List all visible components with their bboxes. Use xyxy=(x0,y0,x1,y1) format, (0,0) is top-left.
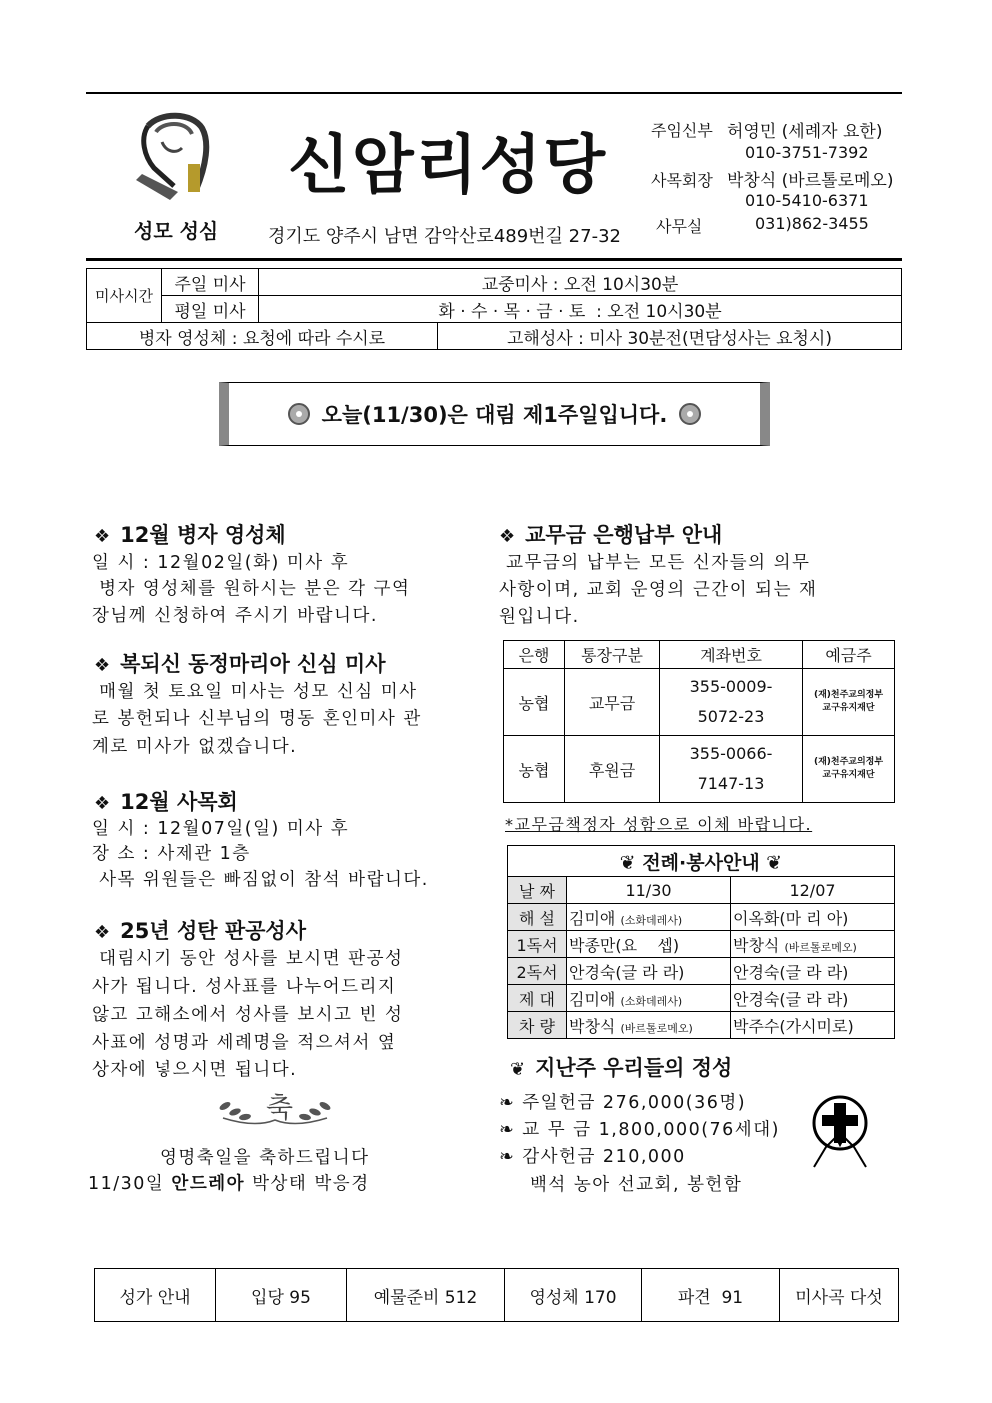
confession-line-1: 대림시기 동안 성사를 보시면 판공성 xyxy=(92,949,404,969)
council-line-1: 일 시 : 12월07일(일) 미사 후 xyxy=(92,819,350,839)
service-person: 안경숙(글 라 라) xyxy=(567,958,731,985)
parish-address: 경기도 양주시 남면 감악산로489번길 27-32 xyxy=(268,226,621,247)
feast-greeting: 영명축일을 축하드립니다 xyxy=(160,1148,370,1168)
account-owner: (재)천주교의정부 교구유지재단 xyxy=(803,736,895,803)
service-person: 박주수(가시미로) xyxy=(731,1012,895,1039)
confession-line-5: 상자에 넣으시면 됩니다. xyxy=(92,1060,298,1080)
service-person: 김미애 (소화데레사) xyxy=(567,904,731,931)
marian-mass-line-2: 로 봉헌되나 신부님의 명동 혼인미사 관 xyxy=(92,709,422,729)
feast-date: 11/30일 xyxy=(88,1174,165,1194)
confession-line-3: 않고 고해소에서 성사를 보시고 빈 성 xyxy=(92,1005,404,1025)
praying-cross-icon xyxy=(806,1093,874,1169)
song-recessional: 파견 91 xyxy=(642,1269,780,1322)
confession-line-2: 사가 됩니다. 성사표를 나누어드리지 xyxy=(92,977,397,997)
service-row xyxy=(508,904,895,931)
marian-mass-line-1: 매월 첫 토요일 미사는 성모 신심 미사 xyxy=(92,682,418,702)
bank-header-type: 통장구분 xyxy=(565,641,660,669)
header-rule xyxy=(86,258,902,261)
confession-line-4: 사표에 성명과 세례명을 적으셔서 옆 xyxy=(92,1033,397,1053)
account-number: 355-0066- 7147-13 xyxy=(660,736,803,803)
dues-line-3: 원입니다. xyxy=(499,607,580,627)
account-type: 교무금 xyxy=(565,669,660,736)
song-entrance: 입당 95 xyxy=(216,1269,347,1322)
council-line-2: 장 소 : 사제관 1층 xyxy=(92,844,251,864)
section-title-dues: ❖ 교무금 은행납부 안내 xyxy=(499,523,723,547)
song-guide-table xyxy=(94,1268,899,1322)
offering-line-4: 백석 농아 선교회, 봉헌함 xyxy=(530,1175,743,1195)
service-date: 12/07 xyxy=(731,877,895,904)
sick-communion-line-3: 장님께 신청하여 주시기 바랍니다. xyxy=(92,606,378,626)
section-title-christmas-confession: ❖ 25년 성탄 판공성사 xyxy=(94,919,306,943)
dues-line-1: 교무금의 납부는 모든 신자들의 의무 xyxy=(499,553,811,573)
service-person: 김미애 (소화데레사) xyxy=(567,985,731,1012)
leaf-bullet-icon: ❧ xyxy=(499,1093,516,1113)
council-line-3: 사목 위원들은 빠짐없이 참석 바랍니다. xyxy=(92,870,429,890)
chair-label: 사목회장 xyxy=(651,171,713,190)
pastor-label: 주임신부 xyxy=(651,121,713,140)
liturgy-service-table xyxy=(507,845,895,1039)
offering-line-2: ❧ 교 무 금 1,800,000(76세대) xyxy=(499,1120,780,1140)
diamond-bullet-icon: ❖ xyxy=(94,922,111,943)
diamond-bullet-icon: ❖ xyxy=(94,793,111,814)
sunday-mass-label: 주일 미사 xyxy=(162,269,259,296)
chair-phone: 010-5410-6371 xyxy=(745,191,869,210)
service-row xyxy=(508,985,895,1012)
feast-line xyxy=(88,1170,370,1199)
service-role: 제 대 xyxy=(508,985,567,1012)
parish-title: 신암리성당 xyxy=(288,129,608,203)
sick-communion-line-1: 일 시 : 12월02일(화) 미사 후 xyxy=(92,553,350,573)
pastor-name: 허영민 (세례자 요한) xyxy=(727,122,883,142)
notice-box xyxy=(219,382,770,446)
chair-name: 박창식 (바르톨로메오) xyxy=(727,171,894,191)
account-number: 355-0009- 5072-23 xyxy=(660,669,803,736)
offering-line-3: ❧ 감사헌금 210,000 xyxy=(499,1147,686,1167)
diamond-bullet-icon: ❖ xyxy=(94,655,111,676)
account-owner: (재)천주교의정부 교구유지재단 xyxy=(803,669,895,736)
bank-row xyxy=(504,736,895,803)
office-phone: 031)862-3455 xyxy=(755,214,869,233)
bank-header-bank: 은행 xyxy=(504,641,565,669)
service-title: ❦ 전례·봉사안내 ❦ xyxy=(508,846,895,877)
service-role: 차 량 xyxy=(508,1012,567,1039)
bank-name: 농협 xyxy=(504,669,565,736)
heart-icon: ❦ xyxy=(619,851,636,874)
confession-info: 고해성사 : 미사 30분전(면담성사는 요청시) xyxy=(438,323,902,350)
office-label: 사무실 xyxy=(656,217,703,236)
sick-communion-line-2: 병자 영성체를 원하시는 분은 각 구역 xyxy=(92,579,411,599)
leaf-bullet-icon: ❧ xyxy=(499,1120,516,1140)
weekday-mass-label: 평일 미사 xyxy=(162,296,259,323)
bank-note: *교무금책정자 성함으로 이체 바랍니다. xyxy=(505,815,813,834)
marian-mass-line-3: 계로 미사가 없겠습니다. xyxy=(92,737,298,757)
logo-caption: 성모 성심 xyxy=(134,219,219,243)
section-title-marian-mass: ❖ 복되신 동정마리아 신심 미사 xyxy=(94,652,386,676)
weekday-mass-value: 화 · 수 · 목 · 금 · 토 : 오전 10시30분 xyxy=(259,296,902,323)
service-person: 이옥화(마 리 아) xyxy=(731,904,895,931)
service-person: 박창식 (바르톨로메오) xyxy=(567,1012,731,1039)
heart-icon: ❦ xyxy=(510,1059,526,1080)
leaf-bullet-icon: ❧ xyxy=(499,1147,516,1167)
coin-icon xyxy=(679,403,701,425)
service-person: 안경숙(글 라 라) xyxy=(731,958,895,985)
mass-time-label: 미사시간 xyxy=(87,269,162,323)
service-row xyxy=(508,931,895,958)
service-date-label: 날 짜 xyxy=(508,877,567,904)
feast-names: 박상태 박응경 xyxy=(252,1174,370,1194)
song-guide-label: 성가 안내 xyxy=(95,1269,216,1322)
coin-icon xyxy=(288,403,310,425)
song-offertory: 예물준비 512 xyxy=(347,1269,505,1322)
top-rule xyxy=(86,92,902,94)
mass-schedule-table xyxy=(86,268,902,350)
pastor-phone: 010-3751-7392 xyxy=(745,143,869,162)
bank-name: 농협 xyxy=(504,736,565,803)
feast-saint: 안드레아 xyxy=(171,1174,246,1194)
service-person: 박창식 (바르톨로메오) xyxy=(731,931,895,958)
diamond-bullet-icon: ❖ xyxy=(94,526,111,547)
service-role: 2독서 xyxy=(508,958,567,985)
service-role: 해 설 xyxy=(508,904,567,931)
service-person: 박종만(요 셉) xyxy=(567,931,731,958)
sick-communion-info: 병자 영성체 : 요청에 따라 수시로 xyxy=(87,323,438,350)
song-communion: 영성체 170 xyxy=(505,1269,642,1322)
bank-account-table xyxy=(503,640,895,803)
bank-header-account: 계좌번호 xyxy=(660,641,803,669)
section-title-sick-communion: ❖ 12월 병자 영성체 xyxy=(94,523,286,547)
heart-icon: ❦ xyxy=(766,851,783,874)
notice-text: 오늘(11/30)은 대림 제1주일입니다. xyxy=(321,403,668,427)
service-row xyxy=(508,958,895,985)
dues-line-2: 사항이며, 교회 운영의 근간이 되는 재 xyxy=(499,580,818,600)
service-row xyxy=(508,1012,895,1039)
song-mass-setting: 미사곡 다섯 xyxy=(780,1269,899,1322)
celebration-character: 축 xyxy=(266,1091,294,1124)
offering-line-1: ❧ 주일헌금 276,000(36명) xyxy=(499,1093,747,1113)
service-person: 안경숙(글 라 라) xyxy=(731,985,895,1012)
bank-row xyxy=(504,669,895,736)
sunday-mass-value: 교중미사 : 오전 10시30분 xyxy=(259,269,902,296)
bank-header-owner: 예금주 xyxy=(803,641,895,669)
sacred-heart-logo-icon xyxy=(126,108,222,204)
service-date: 11/30 xyxy=(567,877,731,904)
diamond-bullet-icon: ❖ xyxy=(499,526,516,547)
account-type: 후원금 xyxy=(565,736,660,803)
section-title-offering: ❦ 지난주 우리들의 정성 xyxy=(510,1056,733,1080)
section-title-council: ❖ 12월 사목회 xyxy=(94,790,238,814)
service-role: 1독서 xyxy=(508,931,567,958)
